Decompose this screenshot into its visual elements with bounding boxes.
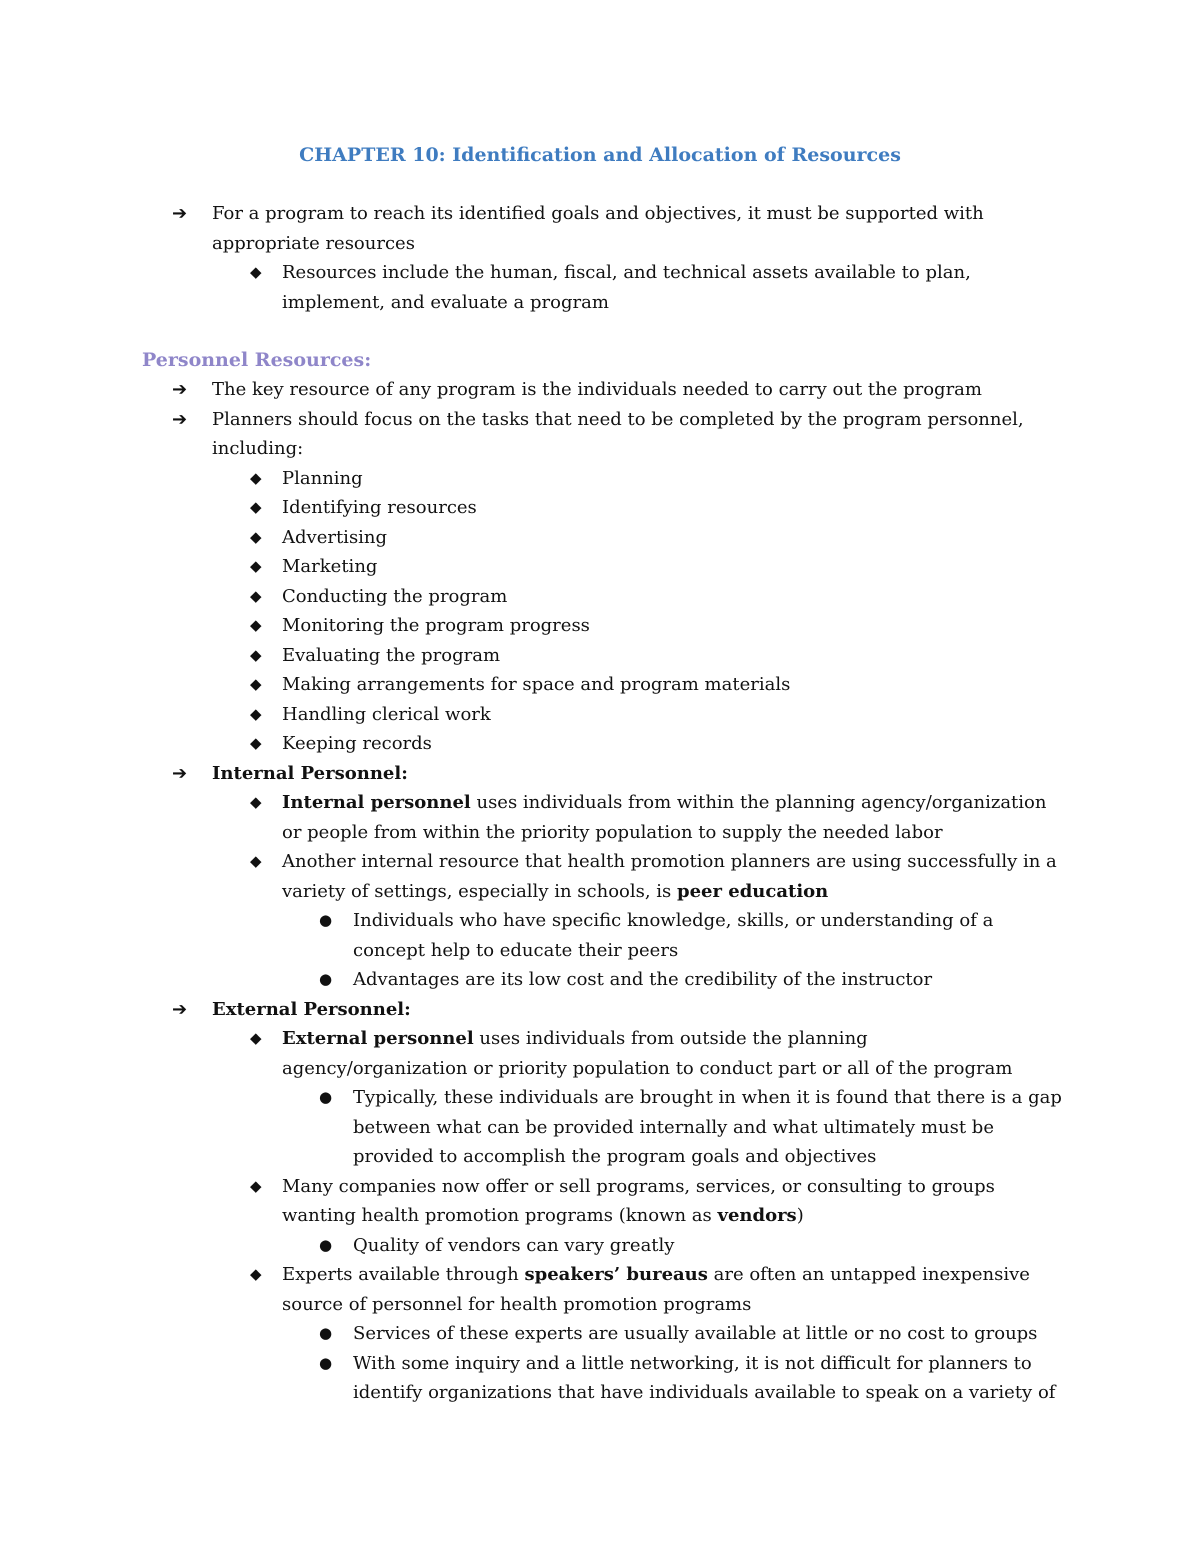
subheading-internal-personnel: Internal Personnel: xyxy=(212,762,408,784)
arrow-bullet-icon: ➔ xyxy=(172,762,188,784)
list-item-continuation xyxy=(353,936,678,966)
diamond-bullet-icon: ◆ xyxy=(250,527,262,546)
list-item xyxy=(250,258,971,288)
list-item-continuation xyxy=(282,1290,751,1320)
item-text: provided to accomplish the program goals and objectives xyxy=(353,1146,877,1167)
dot-bullet-icon: ● xyxy=(319,1324,333,1342)
item-text: are often an untapped inexpensive xyxy=(707,1264,1030,1285)
item-text: Experts available through xyxy=(282,1264,525,1285)
diamond-bullet-icon: ◆ xyxy=(250,586,262,605)
list-item-continuation xyxy=(282,288,609,318)
task-item xyxy=(250,523,388,553)
item-text: uses individuals from within the planning agency/organization xyxy=(470,792,1047,813)
item-text: For a program to reach its identified goals and objectives, it must be supported with xyxy=(212,203,984,224)
task-text: Marketing xyxy=(282,556,378,577)
item-text: appropriate resources xyxy=(212,232,415,254)
list-item-heading xyxy=(172,759,408,789)
task-item xyxy=(250,729,432,759)
item-text: Services of these experts are usually available at little or no cost to groups xyxy=(353,1323,1038,1344)
item-text: Another internal resource that health promotion planners are using successfully in a xyxy=(282,851,1057,872)
task-text: Identifying resources xyxy=(282,497,477,518)
list-item xyxy=(250,1260,1030,1290)
list-item xyxy=(250,788,1047,818)
diamond-bullet-icon: ◆ xyxy=(250,704,262,723)
item-text: or people from within the priority population to supply the needed labor xyxy=(282,821,943,843)
diamond-bullet-icon: ◆ xyxy=(250,1176,262,1195)
arrow-bullet-icon: ➔ xyxy=(172,408,188,430)
diamond-bullet-icon: ◆ xyxy=(250,468,262,487)
item-text: With some inquiry and a little networking, it is not difficult for planners to xyxy=(353,1352,1032,1374)
item-text: variety of settings, especially in schools, is xyxy=(282,880,678,902)
diamond-bullet-icon: ◆ xyxy=(250,645,262,664)
item-text: The key resource of any program is the individuals needed to carry out the program xyxy=(212,379,982,400)
term-vendors: vendors xyxy=(717,1205,797,1226)
list-item-heading xyxy=(172,995,411,1025)
item-text: uses individuals from outside the planning xyxy=(473,1028,868,1049)
dot-bullet-icon: ● xyxy=(319,1353,333,1372)
diamond-bullet-icon: ◆ xyxy=(250,263,262,281)
list-item xyxy=(250,1024,868,1054)
item-text: implement, and evaluate a program xyxy=(282,291,609,313)
item-text: wanting health promotion programs (known as xyxy=(282,1205,718,1226)
diamond-bullet-icon: ◆ xyxy=(250,852,262,870)
diamond-bullet-icon: ◆ xyxy=(250,1265,262,1283)
task-item xyxy=(250,641,501,671)
chapter-title: CHAPTER 10: Identification and Allocation of Resources xyxy=(299,144,901,166)
dot-bullet-icon: ● xyxy=(319,911,333,929)
list-item xyxy=(319,1319,1038,1349)
item-text: Many companies now offer or sell programs, services, or consulting to groups xyxy=(282,1175,995,1197)
item-text: Advantages are its low cost and the credibility of the instructor xyxy=(353,969,933,990)
item-text: concept help to educate their peers xyxy=(353,939,679,961)
list-item-continuation xyxy=(212,229,415,259)
item-text: Planners should focus on the tasks that need to be completed by the program personnel, xyxy=(212,408,1024,430)
task-text: Planning xyxy=(282,467,363,489)
task-text: Keeping records xyxy=(282,733,432,754)
task-item xyxy=(250,670,791,700)
list-item xyxy=(319,1083,1062,1113)
dot-bullet-icon: ● xyxy=(319,1235,333,1254)
list-item xyxy=(172,199,984,229)
task-item xyxy=(250,464,363,494)
task-item xyxy=(250,493,477,523)
list-item xyxy=(172,405,1024,435)
item-text: Quality of vendors can vary greatly xyxy=(353,1234,675,1256)
dot-bullet-icon: ● xyxy=(319,1088,333,1106)
list-item-continuation xyxy=(282,877,828,907)
item-text: identify organizations that have individuals available to speak on a variety of xyxy=(353,1382,1056,1403)
item-text: Typically, these individuals are brought in when it is found that there is a gap xyxy=(353,1087,1062,1108)
list-item xyxy=(319,965,933,995)
item-text: Individuals who have specific knowledge, skills, or understanding of a xyxy=(353,910,994,931)
arrow-bullet-icon: ➔ xyxy=(172,998,188,1020)
task-text: Making arrangements for space and program materials xyxy=(282,674,791,695)
task-text: Evaluating the program xyxy=(282,644,501,666)
diamond-bullet-icon: ◆ xyxy=(250,557,262,575)
task-item xyxy=(250,582,508,612)
task-item xyxy=(250,611,590,641)
list-item-continuation xyxy=(353,1113,994,1143)
item-text: including: xyxy=(212,438,304,459)
diamond-bullet-icon: ◆ xyxy=(250,1029,262,1047)
arrow-bullet-icon: ➔ xyxy=(172,203,188,224)
task-item xyxy=(250,700,491,730)
arrow-bullet-icon: ➔ xyxy=(172,379,188,400)
task-text: Advertising xyxy=(282,526,388,548)
task-text: Monitoring the program progress xyxy=(282,615,590,636)
list-item xyxy=(319,906,994,936)
diamond-bullet-icon: ◆ xyxy=(250,793,262,811)
item-text: between what can be provided internally and what ultimately must be xyxy=(353,1116,994,1138)
task-item xyxy=(250,552,378,582)
list-item-continuation xyxy=(282,818,943,848)
list-item xyxy=(250,847,1057,877)
diamond-bullet-icon: ◆ xyxy=(250,675,262,693)
subheading-external-personnel: External Personnel: xyxy=(212,998,411,1020)
section-heading: Personnel Resources: xyxy=(142,349,372,371)
term-peer-education: peer education xyxy=(677,880,829,902)
list-item xyxy=(172,375,982,405)
list-item-continuation xyxy=(282,1054,1012,1084)
item-text: Resources include the human, fiscal, and technical assets available to plan, xyxy=(282,262,971,283)
diamond-bullet-icon: ◆ xyxy=(250,616,262,634)
list-item xyxy=(319,1231,675,1261)
list-item xyxy=(250,1172,995,1202)
list-item-continuation xyxy=(353,1378,1055,1408)
list-item-continuation xyxy=(353,1142,876,1172)
item-text: ) xyxy=(796,1205,804,1226)
term-internal-personnel: Internal personnel xyxy=(282,792,471,813)
list-item xyxy=(319,1349,1032,1379)
term-speakers-bureaus: speakers’ bureaus xyxy=(524,1264,708,1285)
diamond-bullet-icon: ◆ xyxy=(250,498,262,516)
item-text: source of personnel for health promotion programs xyxy=(282,1293,752,1315)
list-item-continuation xyxy=(212,434,303,464)
diamond-bullet-icon: ◆ xyxy=(250,734,262,752)
term-external-personnel: External personnel xyxy=(282,1028,474,1049)
task-text: Handling clerical work xyxy=(282,703,491,725)
dot-bullet-icon: ● xyxy=(319,970,333,988)
list-item-continuation xyxy=(282,1201,804,1231)
item-text: agency/organization or priority population to conduct part or all of the program xyxy=(282,1057,1013,1079)
task-text: Conducting the program xyxy=(282,585,508,607)
